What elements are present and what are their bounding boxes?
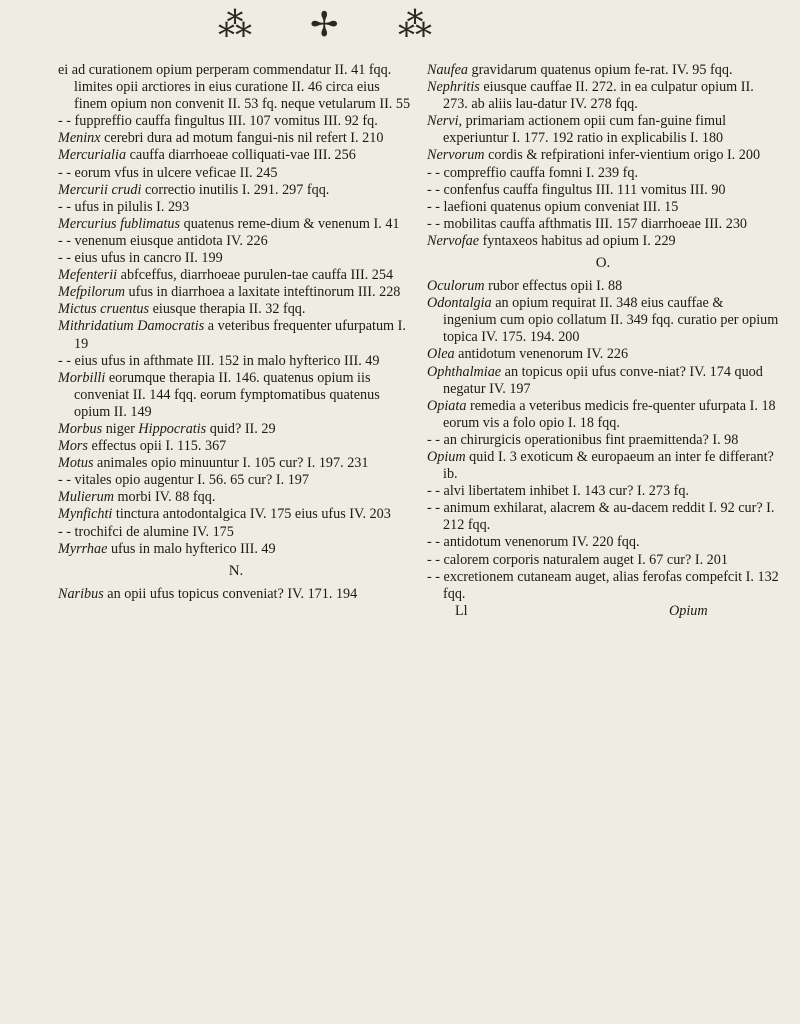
index-entry <box>58 370 414 421</box>
entry-text: gravidarum quatenus opium fe-rat. IV. 95 fqq. <box>467 62 733 78</box>
entry-headword: Mulierum <box>58 489 114 506</box>
entry-text: an opium requirat II. 348 eius cauffae & ingenium cum opio collatum II. 349 fqq. curatio per opium topica IV. 175. 194. 200 <box>443 295 779 346</box>
index-entry <box>58 182 414 199</box>
index-entry <box>427 364 779 398</box>
index-entry <box>58 455 414 472</box>
entry-text: morbi IV. 88 fqq. <box>113 489 216 506</box>
entry-text: remedia a veteribus medicis fre-quenter ufurpata I. 18 eorum vis a folo opio I. 18 fqq. <box>443 397 776 431</box>
ornament-center-icon: ✢ <box>310 7 339 44</box>
index-entry <box>427 113 779 147</box>
entry-text: ei ad curationem opium perperam commendatur II. 41 fqq. limites opii arctiores in eius curatione II. 46 circa eius finem opium non convenit II. 53 fq. neque vetularum II. 55 <box>58 62 411 113</box>
catchword: Opium <box>669 602 708 619</box>
index-entry <box>58 130 414 147</box>
entry-text: quid? II. 29 <box>206 420 276 437</box>
entry-text: - - eius ufus in afthmate III. 152 in malo hyfterico III. 49 <box>58 352 380 369</box>
index-entry <box>427 432 779 449</box>
entry-text: - - eorum vfus in ulcere veficae II. 245 <box>58 164 278 181</box>
index-entry <box>427 79 779 113</box>
entry-headword: Nervi <box>427 113 459 130</box>
entry-headword: Olea <box>427 346 455 363</box>
entry-text: effectus opii I. 115. 367 <box>87 438 227 455</box>
index-entry <box>58 216 414 233</box>
index-entry <box>427 199 779 216</box>
index-entry <box>58 233 414 250</box>
entry-text: an opii ufus topicus conveniat? IV. 171. 194 <box>103 585 358 602</box>
index-entry <box>58 506 414 523</box>
index-entry <box>427 165 779 182</box>
entry-text: - - alvi libertatem inhibet I. 143 cur? I. 273 fq. <box>427 483 689 500</box>
index-entry <box>58 318 414 352</box>
section-letter: N. <box>228 562 244 579</box>
entry-headword: Opiata <box>427 397 467 414</box>
entry-text: eorumque therapia II. 146. quatenus opium iis conveniat II. 144 fqq. eorum fymptomatibus quatenus opium II. 149 <box>74 369 380 420</box>
entry-headword: Hippocratis <box>138 420 207 437</box>
entry-headword: Mors <box>58 438 88 455</box>
entry-headword: Myrrhae <box>58 540 108 557</box>
entry-headword: Meninx <box>58 130 101 147</box>
index-entry <box>427 278 779 295</box>
entry-text: niger <box>102 420 139 437</box>
index-entry <box>58 62 414 113</box>
entry-headword: Opium <box>427 448 466 465</box>
index-entry <box>58 165 414 182</box>
index-entry <box>58 438 414 455</box>
entry-text: antidotum venenorum IV. 226 <box>454 346 629 363</box>
entry-headword: Motus <box>58 455 94 472</box>
index-entry <box>58 524 414 541</box>
entry-text: tinctura antodontalgica IV. 175 eius ufus IV. 203 <box>112 506 391 523</box>
section-letter: O. <box>595 255 611 272</box>
index-entry <box>58 541 414 558</box>
ornament-left-icon: ⁂ <box>218 7 252 44</box>
index-entry <box>427 483 779 500</box>
index-entry <box>427 233 779 250</box>
index-entry <box>427 182 779 199</box>
index-column-right <box>427 62 779 621</box>
index-entry <box>427 500 779 534</box>
index-entry <box>58 586 414 603</box>
entry-text: fyntaxeos habitus ad opium I. 229 <box>479 232 676 249</box>
entry-text: - - ufus in pilulis I. 293 <box>58 198 190 215</box>
index-entry <box>427 147 779 164</box>
entry-headword: Naufea <box>427 62 468 78</box>
entry-headword: Mefenterii <box>58 267 118 284</box>
entry-text: quatenus reme-dium & venenum I. 41 <box>180 215 400 232</box>
index-entry <box>427 552 779 569</box>
entry-headword: Nervorum <box>427 147 485 164</box>
entry-text: - - compreffio cauffa fomni I. 239 fq. <box>427 164 639 181</box>
entry-text: ufus in diarrhoea a laxitate inteftinorum III. 228 <box>125 284 401 301</box>
header-ornaments <box>0 6 800 56</box>
index-entry <box>58 489 414 506</box>
entry-text: - - antidotum venenorum IV. 220 fqq. <box>427 534 640 551</box>
index-entry <box>427 569 779 603</box>
entry-text: cerebri dura ad motum fangui-nis nil refert I. 210 <box>100 130 384 147</box>
index-entry <box>58 421 414 438</box>
entry-headword: Naribus <box>58 585 104 602</box>
entry-text: - - mobilitas cauffa afthmatis III. 157 diarrhoeae III. 230 <box>427 215 748 232</box>
index-entry <box>58 199 414 216</box>
index-column-left <box>58 62 414 603</box>
entry-text: - - eius ufus in cancro II. 199 <box>58 250 223 267</box>
entry-text: abfceffus, diarrhoeae purulen-tae cauffa III. 254 <box>117 267 394 284</box>
entry-headword: Ophthalmiae <box>427 363 502 380</box>
index-entry <box>427 534 779 551</box>
signature-mark: Ll <box>455 602 468 619</box>
entry-headword: Mithridatium Damocratis <box>58 318 205 335</box>
index-entry <box>427 62 779 79</box>
entry-headword: Oculorum <box>427 278 485 295</box>
index-entry <box>58 113 414 130</box>
page-footer <box>427 603 779 621</box>
index-entry <box>58 267 414 284</box>
entry-headword: Nephritis <box>427 79 480 96</box>
entry-text: eiusque therapia II. 32 fqq. <box>149 301 306 318</box>
entry-headword: Nervofae <box>427 232 480 249</box>
entry-text: quid I. 3 exoticum & europaeum an inter fe differant? ib. <box>443 448 774 483</box>
entry-headword: Morbilli <box>58 369 106 386</box>
entry-text: - - vitales opio augentur I. 56. 65 cur? I. 197 <box>58 472 309 489</box>
entry-text: cordis & refpirationi infer-vientium origo I. 200 <box>484 147 761 164</box>
index-entry <box>58 301 414 318</box>
ornament-right-icon: ⁂ <box>398 7 432 44</box>
entry-text: - - laefioni quatenus opium conveniat III. 15 <box>427 198 679 215</box>
index-entry <box>427 295 779 346</box>
index-entry <box>58 284 414 301</box>
entry-text: an topicus opii ufus conve-niat? IV. 174 quod negatur IV. 197 <box>443 363 763 397</box>
entry-text: correctio inutilis I. 291. 297 fqq. <box>141 181 330 198</box>
entry-headword: Mynfichti <box>58 506 113 523</box>
index-entry <box>427 449 779 483</box>
entry-text: - - trochifci de alumine IV. 175 <box>58 523 234 540</box>
entry-text: - - excretionem cutaneam auget, alias ferofas compefcit I. 132 fqq. <box>427 568 779 602</box>
entry-text: - - calorem corporis naturalem auget I. 67 cur? I. 201 <box>427 551 728 568</box>
index-entry <box>427 398 779 432</box>
entry-headword: Mictus cruentus <box>58 301 150 318</box>
index-entry <box>58 353 414 370</box>
entry-headword: Mercurius fublimatus <box>58 215 181 232</box>
index-entry <box>58 250 414 267</box>
entry-text: cauffa diarrhoeae colliquati-vae III. 256 <box>126 147 356 164</box>
entry-text: - - an chirurgicis operationibus fint praemittenda? I. 98 <box>427 431 739 448</box>
entry-text: - - fuppreffio cauffa fingultus III. 107 vomitus III. 92 fq. <box>58 113 378 130</box>
entry-headword: Mercurialia <box>58 147 127 164</box>
entry-headword: Mercurii crudi <box>58 181 142 198</box>
entry-text: a veteribus frequenter ufurpatum I. 19 <box>74 318 406 352</box>
entry-text: rubor effectus opii I. 88 <box>484 278 623 295</box>
entry-headword: Odontalgia <box>427 295 492 312</box>
entry-headword: Mefpilorum <box>58 284 125 301</box>
entry-text: - - venenum eiusque antidota IV. 226 <box>58 232 268 249</box>
index-entry <box>58 472 414 489</box>
entry-text: eiusque cauffae II. 272. in ea culpatur opium II. 273. ab aliis lau-datur IV. 278 fqq. <box>443 79 754 113</box>
entry-text: - - confenfus cauffa fingultus III. 111 vomitus III. 90 <box>427 181 726 198</box>
entry-headword: Morbus <box>58 420 103 437</box>
entry-text: , primariam actionem opii cum fan-guine fimul experiuntur I. 177. 192 ratio in explicabilis I. 180 <box>443 113 727 147</box>
index-entry <box>427 346 779 363</box>
index-entry <box>58 147 414 164</box>
entry-text: animales opio minuuntur I. 105 cur? I. 197. 231 <box>93 455 369 472</box>
index-entry <box>427 216 779 233</box>
entry-text: ufus in malo hyfterico III. 49 <box>107 540 276 557</box>
entry-text: - - animum exhilarat, alacrem & au-dacem reddit I. 92 cur? I. 212 fqq. <box>427 500 775 534</box>
